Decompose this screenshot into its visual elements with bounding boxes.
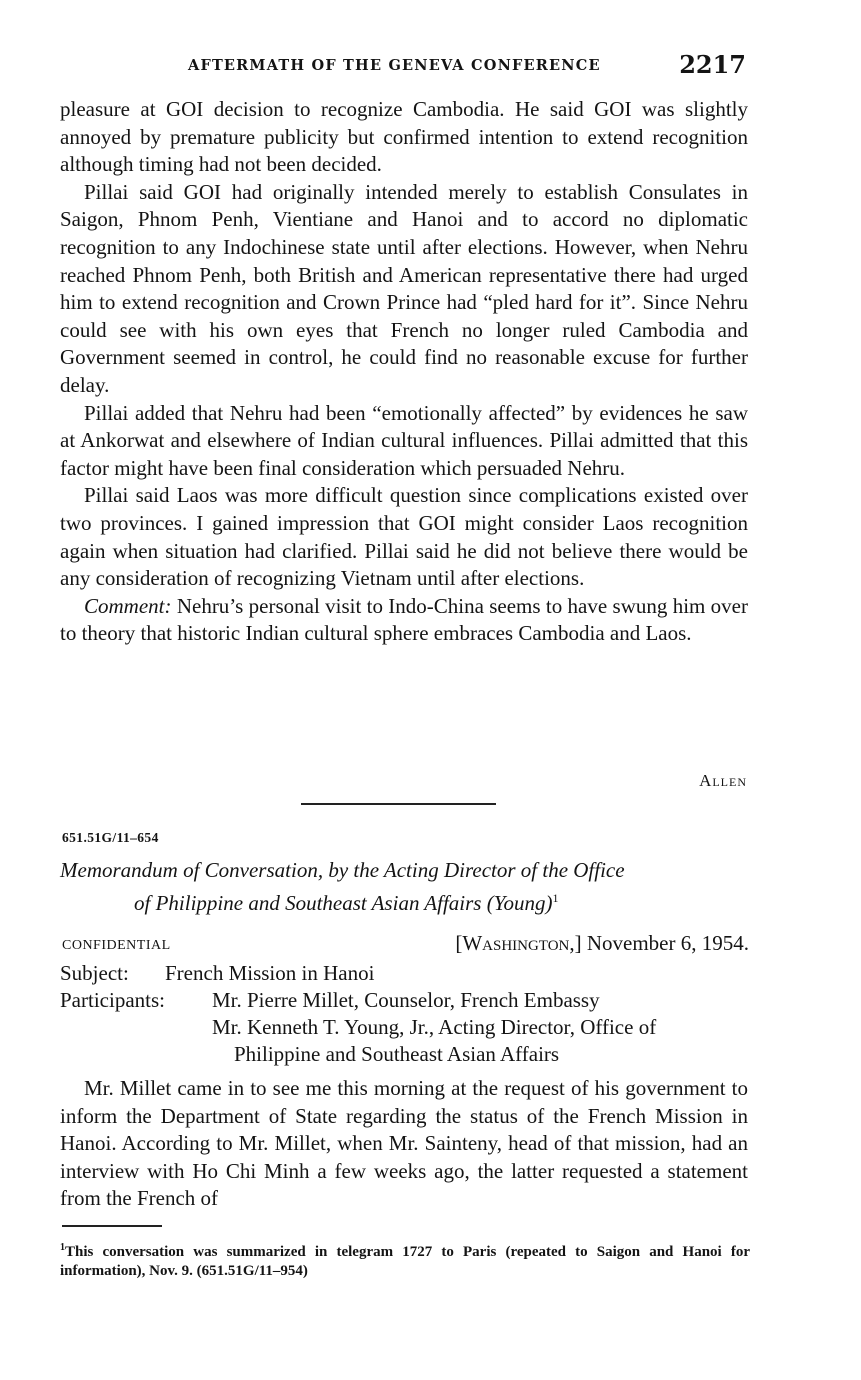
memo-title-line-2: [60, 884, 748, 917]
footnote-text: This conversation was summarized in telegram 1727 to Paris (repeated to Saigon and Hanoi for information), Nov. 9. (651.51G/11–954): [60, 1244, 750, 1279]
page-header: [60, 50, 748, 84]
paragraph: Pillai added that Nehru had been “emotionally affected” by evidences he saw at Ankorwat and elsewhere of Indian cultural influences. Pillai admitted that this factor might have been final consideration which persuaded Nehru.: [60, 400, 748, 480]
subject-value: French Mission in Hanoi: [165, 961, 375, 985]
comment-label: Comment:: [84, 593, 172, 618]
subject-label: Subject:: [60, 961, 129, 985]
memo-title-line-2-text: of Philippine and Southeast Asian Affairs (Young): [134, 891, 553, 915]
participant: Mr. Kenneth T. Young, Jr., Acting Director, Office of: [212, 1015, 657, 1039]
subject-row: [60, 960, 750, 987]
file-number: 651.51G/11–654: [62, 830, 159, 845]
signature: Allen: [699, 771, 747, 790]
dateline: [455, 931, 749, 956]
section-divider: [301, 803, 496, 805]
letter-body: [60, 96, 748, 648]
memo-title-line-1: Memorandum of Conversation, by the Acting Director of the Office: [60, 858, 625, 882]
footnote-mark: 1: [60, 1242, 65, 1253]
paragraph: Mr. Millet came in to see me this morning at the request of his government to inform the Department of State regarding the status of the French Mission in Hanoi. According to Mr. Millet, when Mr. Sainteny, head of that mission, had an interview with Ho Chi Minh a few weeks ago, the latter requested a statement from the French of: [60, 1076, 748, 1211]
participants-row: [60, 1014, 750, 1041]
date: November 6, 1954.: [581, 931, 749, 955]
paragraph: Pillai said GOI had originally intended merely to establish Consulates in Saigon, Phnom Penh, Vientiane and Hanoi and to accord no diplomatic recognition to any Indochinese state until after elections. However, when Nehru reached Phnom Penh, both British and American representative there had urged him to extend recognition and Crown Prince had “pled hard for it”. Since Nehru could see with his own eyes that French no longer ruled Cambodia and Government seemed in control, he could find no reasonable excuse for further delay.: [60, 179, 748, 397]
memo-title: [60, 856, 748, 917]
footnote-reference: 1: [552, 891, 559, 905]
date-place: [Washington,]: [455, 931, 582, 955]
running-head: AFTERMATH OF THE GENEVA CONFERENCE: [188, 57, 601, 74]
participant-continuation: Philippine and Southeast Asian Affairs: [234, 1042, 560, 1066]
memo-body: [60, 1075, 748, 1213]
footnote-rule: [62, 1225, 162, 1227]
memo-metadata: [60, 960, 750, 1068]
paragraph: pleasure at GOI decision to recognize Cambodia. He said GOI was slightly annoyed by premature publicity but confirmed intention to extend recognition although timing had not been decided.: [60, 97, 748, 177]
page-number: 2217: [679, 50, 746, 79]
participants-label: Participants:: [60, 988, 165, 1012]
classification: CONFIDENTIAL: [62, 938, 171, 953]
participants-row: [60, 987, 750, 1014]
participants-row: [60, 1041, 750, 1068]
participant: Mr. Pierre Millet, Counselor, French Embassy: [212, 988, 600, 1012]
footnote: [60, 1238, 750, 1281]
comment-paragraph: [60, 593, 748, 648]
paragraph: Pillai said Laos was more difficult question since complications existed over two provinces. I gained impression that GOI might consider Laos recognition again when situation had clarified. Pillai said he did not believe there would be any consideration of recognizing Vietnam until after elections.: [60, 483, 748, 591]
comment-text: Nehru’s personal visit to Indo-China seems to have swung him over to theory that historic Indian cultural sphere embraces Cambodia and Laos.: [60, 593, 748, 646]
